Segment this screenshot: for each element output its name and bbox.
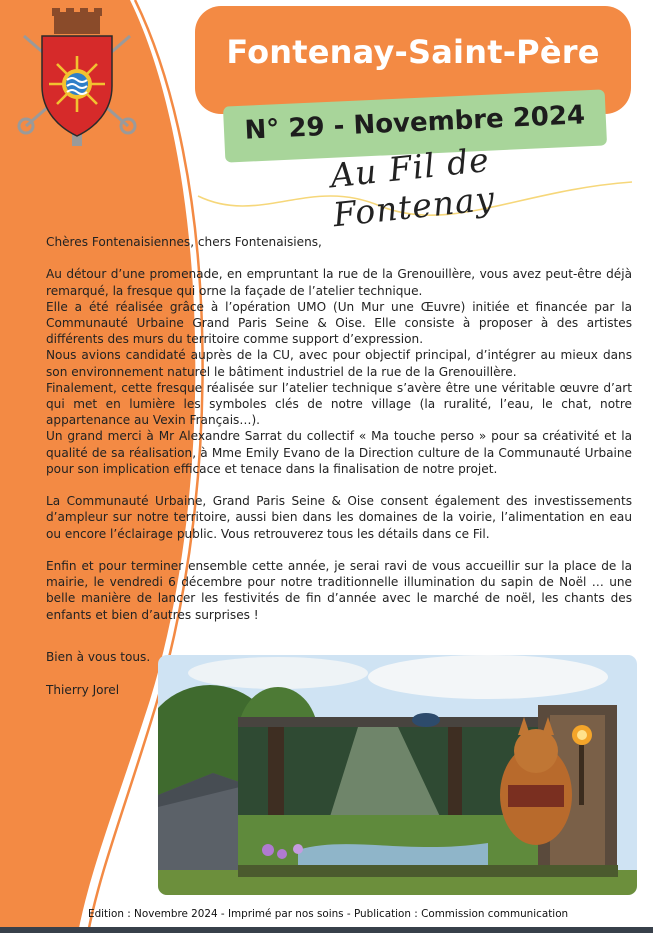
publication-name: Au Fil de Fontenay bbox=[328, 139, 497, 235]
issue-number: N° 29 - Novembre 2024 bbox=[244, 100, 586, 146]
editorial-letter bbox=[46, 234, 632, 623]
greeting: Chères Fontenaisiennes, chers Fontenaisiens, bbox=[46, 235, 322, 249]
closing: Bien à vous tous. bbox=[46, 650, 151, 664]
bottom-bar bbox=[0, 927, 653, 933]
paragraph: La Communauté Urbaine, Grand Paris Seine & Oise consent également des investissements d’ampleur sur notre territoire, aussi bien dans les domaines de la voirie, l’alimentation en eau ou encore l’éclairage public. Vous retrouverez tous les détails dans ce Fil. bbox=[46, 494, 632, 541]
coat-of-arms-icon bbox=[16, 6, 138, 158]
footer-credits: Edition : Novembre 2024 - Imprimé par nos soins - Publication : Commission communication bbox=[88, 908, 569, 920]
mural-photo bbox=[158, 655, 637, 895]
signature: Thierry Jorel bbox=[46, 683, 120, 697]
paragraph: Finalement, cette fresque réalisée sur l’atelier technique s’avère être une véritable œuvre d’art qui met en lumière les symboles clés de notre village (la ruralité, l’eau, le chat, notre appartenance au Vexin Français…). bbox=[46, 380, 632, 428]
paragraph: Au détour d’une promenade, en empruntant la rue de la Grenouillère, vous avez peut-être déjà remarqué, la fresque qui orne la façade de l’atelier technique. bbox=[46, 267, 632, 298]
paragraph: Elle a été réalisée grâce à l’opération UMO (Un Mur une Œuvre) initiée et financée par la Communauté Urbaine Grand Paris Seine & Oise. Elle consiste à proposer à des artistes différents des murs du territoire comme support d’expression. bbox=[46, 299, 632, 347]
paragraph: Enfin et pour terminer ensemble cette année, je serai ravi de vous accueillir sur la place de la mairie, le vendredi 6 décembre pour notre traditionnelle illumination du sapin de Noël … une belle manière de lancer les festivités de fin d’année avec le marché de noël, les chants des enfants et bien d’autres surprises ! bbox=[46, 559, 632, 622]
paragraph: Un grand merci à Mr Alexandre Sarrat du collectif « Ma touche perso » pour sa créativité et la qualité de sa réalisation, à Mme Emily Evano de la Direction culture de la Communauté Urbaine pour son implication efficace et tenace dans la finalisation de notre projet. bbox=[46, 429, 632, 476]
town-name: Fontenay-Saint-Père bbox=[226, 33, 600, 71]
paragraph: Nous avions candidaté auprès de la CU, avec pour objectif principal, d’intégrer au mieux dans son environnement naturel le bâtiment industriel de la rue de la Grenouillère. bbox=[46, 348, 632, 379]
